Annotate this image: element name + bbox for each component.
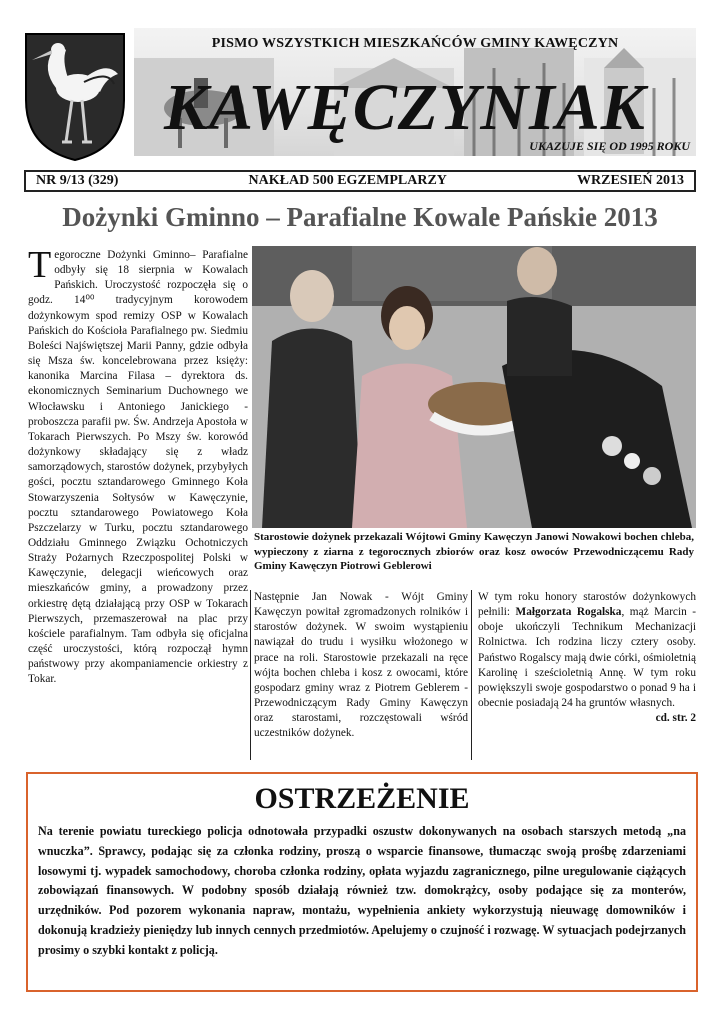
drop-cap: T [28, 244, 52, 286]
photo-caption: Starostowie dożynek przekazali Wójtowi Gminy Kawęczyn Janowi Nowakowi bochen chleba, wypieczony z ziarna z tegorocznych zbiorów oraz kosz owoców Przewodniczącemu Rady Gminy Kawęczyn Piotrowi Geblerowi [254, 531, 694, 572]
masthead-since: UKAZUJE SIĘ OD 1995 ROKU [529, 139, 690, 153]
issue-date: WRZESIEŃ 2013 [577, 173, 684, 188]
article-headline: Dożynki Gminno – Parafialne Kowale Pańskie 2013 [62, 202, 658, 232]
warning-box [26, 772, 698, 992]
article-middle-column: Następnie Jan Nowak - Wójt Gminy Kawęczyn powitał zgromadzonych rolników i starostów dożynek. W swoim wystąpieniu nawiązał do trudu i wysiłku włożonego w prace na roli. Starostowie przekazali na ręce wójta bochen chleba i kosz z owocami, które gospodarz gminy wraz z Piotrem Geblerem - Przewodniczącym Rady Gminy Kawęczyn oraz starostami, rozczęstowali wśród uczestników dożynek. [254, 591, 468, 740]
circulation: NAKŁAD 500 EGZEMPLARZY [248, 173, 447, 188]
article-lead-column [28, 244, 248, 688]
warning-title: OSTRZEŻENIE [254, 782, 470, 815]
starosta-intro: W tym roku honory starostów dożynkowych pełnili: [478, 591, 696, 619]
column-divider [471, 590, 472, 760]
masthead-tagline: PISMO WSZYSTKICH MIESZKAŃCÓW GMINY KAWĘCZYN [211, 36, 619, 51]
continued-link: cd. str. 2 [655, 712, 696, 725]
coat-of-arms-stork-icon [22, 30, 128, 164]
article-right-column [478, 590, 696, 726]
issue-number: NR 9/13 (329) [36, 173, 119, 188]
masthead-title: KAWĘCZYNIAK [164, 71, 646, 144]
warning-body: Na terenie powiatu tureckiego policja odnotowała przypadki oszustw dokonywanych na osobach starszych metodą „na wnuczka”. Sprawcy, podając się za członka rodziny, proszą o wsparcie finansowe, tłumacząc swoją prośbę zdarzeniami losowymi tj. wypadek samochodowy, choroba członka rodziny, opłata wyjazdu zagranicznego, pilne uregulowanie ciążących zobowiązań finansowych. W podobny sposób działają również tzw. domokrążcy, osoby podające się za monterów, urzędników. Pod pozorem wykonania napraw, montażu, wypełnienia ankiety wykorzystują nieuwagę domowników i dokonują kradzieży pieniędzy lub innych cennych przedmiotów. Apelujemy o czujność i rozwagę. W sytuacjach podejrzanych prosimy o szybki kontakt z policją. [38, 824, 686, 957]
masthead-banner [134, 28, 696, 156]
harvest-festival-photo [252, 246, 696, 528]
column-divider [250, 590, 251, 760]
starosta-text: , mąż Marcin - oboje ukończyli Technikum Mechanizacji Rolnictwa. Ich rodzina liczy cztery osoby. Państwo Rogalscy mają dwie córki, ośmioletnią Karolinę i sześcioletnią Annę. W tym roku powiększyli swoje gospodarstwo o ponad 9 ha i obecnie posiadają 24 ha gruntów własnych. [478, 606, 697, 710]
issue-info-bar [24, 170, 696, 192]
article-lead-text: egoroczne Dożynki Gminno– Parafialne odbyły się 18 sierpnia w Kowalach Pańskich. Uroczystość rozpoczęła się o godz. 14⁰⁰ tradycyjnym korowodem dożynkowym spod remizy OSP w Kowalach Pańskich do Kościoła Parafialnego pw. Siedmiu Boleści Najświętszej Marii Panny, gdzie odbyła się Msza św. koncelebrowana przez księży: kanonika Marcina Filasa – dyrektora ds. ekonomicznych Seminarium Duchownego we Włocławsku i Antoniego Janickiego - proboszcza parafii pw. Św. Andrzeja Apostoła w Tokarach Pierwszych. Po Mszy św. korowód dożynkowy składający się z władz samorządowych, starostów dożynek, przybyłych gości, pocztu sztandarowego Gminnego Koła Stowarzyszenia Sołtysów w Kawęczynie, pocztu sztandarowego Powiatowego Koła Pszczelarzy w Turku, pocztu sztandarowego Oddziału Gminnego Związku Ochotniczych Straży Pożarnych Rzeczpospolitej Polski w Kawęczynie, delegacji wieńcowych oraz mieszkańców gminy, a prowadzony przez orkiestrę dętą działającą przy OSP w Tokarach Pierwszych, przemaszerował na plac przy kościele parafialnym. Tam odbyła się oficjalna część uroczystości, którą rozpoczął hymn państwowy przy akompaniamencie orkiestry z Tokar. [28, 249, 248, 686]
starosta-name: Małgorzata Rogalska [515, 606, 622, 619]
